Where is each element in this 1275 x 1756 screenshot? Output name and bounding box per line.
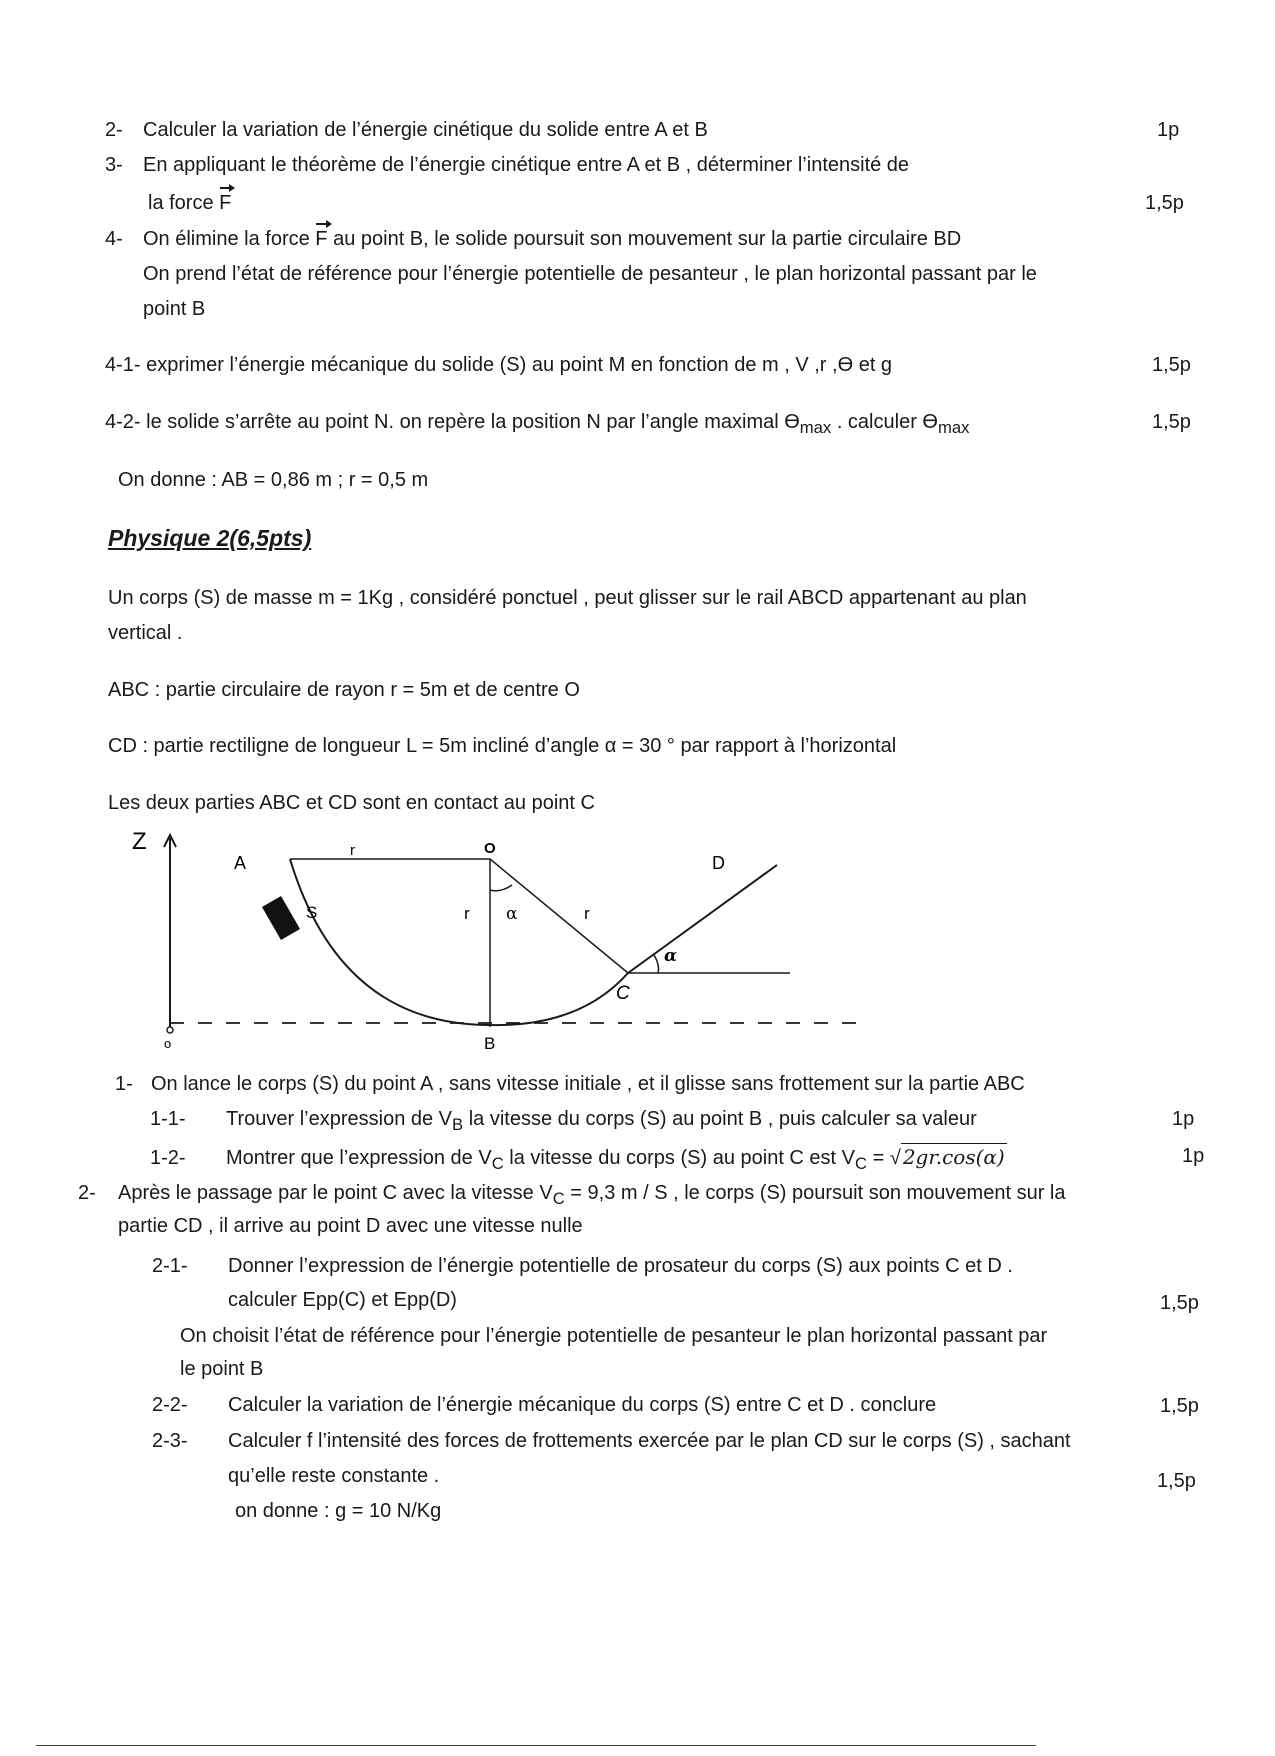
label-alpha-o: α bbox=[506, 904, 518, 924]
question-3-line2: la force F bbox=[148, 192, 232, 214]
section-heading: Physique 2(6,5pts) bbox=[108, 525, 312, 551]
origin-point bbox=[167, 1027, 173, 1033]
bottom-rule bbox=[36, 1745, 1036, 1746]
label-r-diagonal: r bbox=[584, 904, 590, 923]
label-r-top: r bbox=[350, 842, 355, 859]
angle-arc-c bbox=[654, 955, 659, 973]
points-q4-1: 1,5p bbox=[1152, 354, 1191, 376]
contact-description: Les deux parties ABC et CD sont en contact au point C bbox=[108, 792, 595, 814]
question-p2-1-1: 1-1- Trouver l’expression de $V_B$ la vitesse du corps (S) au point B , puis calculer sa valeur bbox=[150, 1108, 977, 1134]
question-p2-2: 2- Après le passage par le point C avec la vitesse $V_C = 9,3$ m / S , le corps (S) poursuit son mouvement sur la bbox=[78, 1182, 1066, 1208]
question-4-1: 4-1- exprimer l’énergie mécanique du solide (S) au point M en fonction de m , V ,r ,Ө et g bbox=[105, 354, 893, 376]
force-vector: F bbox=[315, 228, 328, 250]
question-p2-2-1: 2-1- Donner l’expression de l’énergie potentielle de prosateur du corps (S) aux points C et D . bbox=[152, 1255, 1013, 1277]
question-4-line2: On prend l’état de référence pour l’énergie potentielle de pesanteur , le plan horizontal passant par le bbox=[143, 263, 1037, 285]
label-b: B bbox=[484, 1034, 496, 1053]
points-p2-1-2: 1p bbox=[1182, 1145, 1205, 1167]
label-o: O bbox=[484, 840, 496, 857]
points-q4-2: 1,5p bbox=[1152, 411, 1191, 433]
sqrt-expression: 2gr.cos(α) bbox=[902, 1145, 1005, 1169]
question-4-2: 4-2- le solide s’arrête au point N. on repère la position N par l’angle maximal $Ө_{max}$ . calculer $Ө_{max}$ bbox=[105, 411, 970, 437]
given-gravity: on donne : g = 10 N/Kg bbox=[235, 1500, 442, 1522]
question-p2-2-3-line2: qu’elle reste constante . bbox=[228, 1465, 440, 1487]
incline-cd bbox=[628, 865, 777, 973]
question-3: 3- En appliquant le théorème de l’énergie cinétique entre A et B , déterminer l’intensité de bbox=[105, 154, 910, 176]
diagram-svg bbox=[120, 815, 860, 1055]
question-p2-2-1-line2: calculer Epp(C) et Epp(D) bbox=[228, 1289, 457, 1311]
label-d: D bbox=[712, 853, 725, 873]
reference-note-2: le point B bbox=[180, 1358, 264, 1380]
circular-track-abc bbox=[290, 859, 628, 1025]
points-p2-2-2: 1,5p bbox=[1160, 1395, 1199, 1417]
intro-line2: vertical . bbox=[108, 622, 183, 644]
question-p2-1-2: 1-2- Montrer que l’expression de $V_C$ la vitesse du corps (S) au point C est $V_C$ = √ 2gr.cos(α) bbox=[150, 1145, 1005, 1173]
question-4-line3: point B bbox=[143, 298, 206, 320]
question-4: 4- On élimine la force F au point B, le solide poursuit son mouvement sur la partie circulaire BD bbox=[105, 228, 962, 250]
physics-diagram bbox=[120, 815, 860, 1055]
points-q3: 1,5p bbox=[1145, 192, 1184, 214]
question-2: 2- Calculer la variation de l’énergie cinétique du solide entre A et B bbox=[105, 119, 708, 141]
reference-note-1: On choisit l’état de référence pour l’énergie potentielle de pesanteur le plan horizontal passant par bbox=[180, 1325, 1048, 1347]
question-p2-2-line2: partie CD , il arrive au point D avec une vitesse nulle bbox=[118, 1215, 583, 1237]
intro-line1: Un corps (S) de masse m = 1Kg , considéré ponctuel , peut glisser sur le rail ABCD appartenant au plan bbox=[108, 587, 1027, 609]
points-p2-2-1: 1,5p bbox=[1160, 1292, 1199, 1314]
abc-description: ABC : partie circulaire de rayon r = 5m et de centre O bbox=[108, 679, 580, 701]
origin-label: o bbox=[164, 1036, 172, 1051]
label-c: C bbox=[616, 983, 630, 1004]
question-p2-2-2: 2-2- Calculer la variation de l’énergie mécanique du corps (S) entre C et D . conclure bbox=[152, 1394, 937, 1416]
label-r-vertical: r bbox=[464, 904, 470, 923]
given-values: On donne : AB = 0,86 m ; r = 0,5 m bbox=[118, 469, 429, 491]
points-p2-2-3: 1,5p bbox=[1157, 1470, 1196, 1492]
label-alpha-c: α bbox=[664, 946, 678, 966]
angle-arc-o bbox=[490, 885, 512, 891]
force-vector: F bbox=[219, 192, 232, 214]
points-q2: 1p bbox=[1157, 119, 1180, 141]
points-p2-1-1: 1p bbox=[1172, 1108, 1195, 1130]
z-label: Z bbox=[132, 828, 147, 855]
label-s: S bbox=[306, 903, 318, 922]
cd-description: CD : partie rectiligne de longueur L = 5m incliné d’angle α = 30 ° par rapport à l’horizontal bbox=[108, 735, 897, 757]
body-s bbox=[262, 896, 300, 940]
question-p2-1: 1- On lance le corps (S) du point A , sans vitesse initiale , et il glisse sans frottement sur la partie ABC bbox=[115, 1073, 1025, 1095]
label-a: A bbox=[234, 853, 247, 873]
question-p2-2-3: 2-3- Calculer f l’intensité des forces de frottements exercée par le plan CD sur le corps (S) , sachant bbox=[152, 1430, 1071, 1452]
